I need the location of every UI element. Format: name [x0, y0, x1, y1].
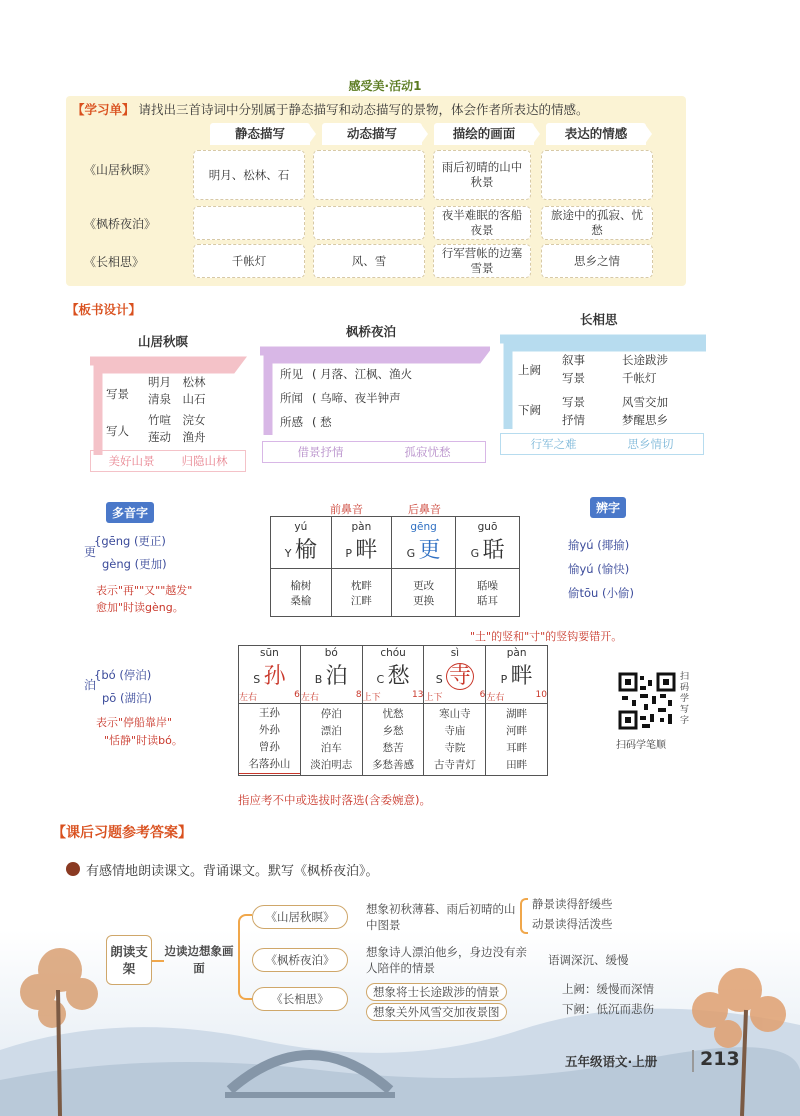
cell-dynamic-3: 风、雪 [313, 244, 425, 278]
pinyin-cell-3 [392, 517, 456, 569]
row-poem-1: 《山居秋暝》 [84, 163, 157, 177]
initial-1: Y [284, 547, 292, 560]
board2-row3-text: ( 愁 [312, 415, 332, 429]
word-1a: 榆树 [290, 579, 312, 592]
char-4: 聒 [482, 538, 505, 563]
header-dynamic: 动态描写 [322, 123, 422, 145]
polyphone-note-4: "恬静"时读bó。 [104, 734, 183, 747]
cell-emotion-2: 旅途中的孤寂、忧愁 [541, 206, 653, 240]
ww-2-3: 泊车 [320, 741, 342, 754]
cell-emotion-1 [541, 150, 653, 200]
ww-5-3: 耳畔 [506, 741, 528, 754]
board2-row1-text: ( 月落、江枫、渔火 [312, 367, 413, 381]
board3-a2: 写景 [562, 371, 585, 385]
ww-3-3: 愁苦 [382, 741, 404, 754]
pinyin-table [270, 516, 520, 617]
initial-2: P [345, 547, 353, 560]
connector [152, 960, 164, 962]
map-root: 朗读支架 [106, 935, 152, 985]
ww-2-2: 漂泊 [320, 724, 342, 737]
strokes-1: 6 [294, 689, 300, 700]
write-pinyin-3: chóu [380, 646, 406, 659]
board2-row1-label: 所见 [280, 367, 303, 381]
qr-bottom-text: 扫码学笔顺 [616, 740, 666, 751]
board-title-1: 山居秋暝 [138, 334, 189, 349]
board3-b3: 风雪交加 [622, 395, 668, 409]
activity-label: 感受美·活动1 [348, 79, 422, 93]
board3-b2: 千帐灯 [622, 371, 657, 385]
book-name: 五年级语文·上册 [565, 1054, 658, 1069]
board3-upper: 上阙 [518, 363, 541, 377]
polyphone-2-b: pō (湖泊) [102, 691, 152, 705]
poem-node-2: 《枫桥夜泊》 [252, 948, 348, 972]
cell-scene-2: 夜半难眠的客船夜景 [433, 206, 531, 240]
board1-line-1: 明月 松林 [148, 375, 206, 389]
write-cell-4 [424, 646, 486, 704]
board1-foot-1: 美好山景 [108, 454, 155, 468]
study-sheet-tag: 【学习单】 [72, 102, 135, 117]
initial-3: G [406, 547, 416, 560]
header-emotion: 表达的情感 [546, 123, 646, 145]
map-mid: 边读边想象画面 [164, 944, 234, 975]
cell-scene-1: 雨后初晴的山中秋景 [433, 150, 531, 200]
board2-row3-value: 愁 [320, 415, 332, 429]
char-1: 榆 [294, 538, 317, 563]
board1-footer [90, 450, 246, 472]
image-3b: 想象关外风雪交加夜景图 [366, 1003, 507, 1021]
qr-side-text: 扫码学写字 [680, 672, 690, 726]
board3-b1: 长途跋涉 [622, 353, 668, 367]
board3-footer [500, 433, 704, 455]
cell-static-1: 明月、松林、石 [193, 150, 305, 200]
write-words-1 [239, 704, 301, 776]
board3-a3: 写景 [562, 395, 585, 409]
ww-1-2: 外孙 [258, 724, 280, 736]
cell-dynamic-2 [313, 206, 425, 240]
words-2 [331, 569, 391, 617]
cell-emotion-3: 思乡之情 [541, 244, 653, 278]
study-sheet-instruction [72, 100, 589, 118]
instruction-text: 请找出三首诗词中分别属于静态描写和动态描写的景物，体会作者所表达的情感。 [138, 102, 589, 117]
word-1b: 桑榆 [290, 594, 312, 607]
ww-4-4: 古寺青灯 [433, 758, 476, 771]
word-2a: 枕畔 [350, 579, 372, 592]
board2-foot-1: 借景抒情 [297, 445, 344, 459]
row-poem-2: 《枫桥夜泊》 [84, 217, 157, 231]
write-char-4: 寺 [446, 663, 474, 690]
board2-foot-2: 孤寂忧愁 [404, 445, 451, 459]
write-initial-5: P [500, 672, 508, 686]
write-pinyin-5: pàn [506, 646, 527, 659]
image-2: 想象诗人漂泊他乡，身边没有亲人陪伴的情景 [366, 945, 527, 975]
read-1a: 静景读得舒缓些 [532, 897, 613, 911]
answers-tag: 【课后习题参考答案】 [52, 825, 192, 841]
write-pinyin-4: sì [450, 646, 460, 659]
word-4a: 聒噪 [477, 579, 499, 592]
board-title-2: 枫桥夜泊 [346, 324, 397, 339]
page-number: 213 [700, 1048, 740, 1070]
polyphone-1-b: gèng (更加) [102, 557, 167, 571]
pinyin-2: pàn [351, 521, 372, 533]
question-1: 有感情地朗读课文。背诵课文。默写《枫桥夜泊》。 [86, 864, 379, 879]
qr-code-icon[interactable] [618, 672, 676, 730]
ww-1-4: 名落孙山 [239, 756, 300, 774]
pinyin-cell-4 [456, 517, 520, 569]
polyphone-char-2: 泊 [84, 678, 97, 692]
struct-3: 上下 [362, 692, 381, 703]
ww-3-4: 多愁善感 [372, 758, 415, 771]
write-words-2 [300, 704, 362, 776]
write-char-2: 泊 [325, 663, 348, 689]
board-frame-1 [88, 355, 248, 465]
nasal-front: 前鼻音 [330, 503, 363, 516]
write-cell-5 [486, 646, 548, 704]
write-cell-1 [239, 646, 301, 704]
write-char-3: 愁 [387, 663, 410, 689]
board3-lower: 下阙 [518, 403, 541, 417]
read-2: 语调深沉、缓慢 [548, 953, 629, 967]
stroke-note: "土"的竖和"寸"的竖钩要错开。 [470, 630, 623, 643]
writing-table [238, 645, 548, 776]
word-3a: 更改 [413, 579, 435, 592]
word-2b: 江畔 [350, 594, 372, 607]
read-1b: 动景读得活泼些 [532, 917, 613, 931]
write-char-1: 孙 [263, 663, 286, 689]
board2-row3-label: 所感 [280, 415, 303, 429]
ww-5-4: 田畔 [506, 758, 528, 771]
board3-foot-1: 行军之难 [530, 437, 577, 451]
write-words-5 [486, 704, 548, 776]
map-brace [238, 914, 252, 1000]
ww-4-2: 寺庙 [444, 724, 466, 737]
ww-2-4: 淡泊明志 [310, 758, 353, 771]
ww-3-1: 忧愁 [382, 707, 404, 720]
polyphone-2-a: {bó (停泊) [94, 668, 152, 682]
write-initial-3: C [376, 672, 385, 686]
board1-label-people: 写人 [106, 424, 129, 438]
polyphone-note-1: 表示"再""又""越发" [96, 584, 193, 597]
ww-4-3: 寺院 [444, 741, 466, 754]
word-4b: 聒耳 [477, 594, 499, 607]
polyphone-1-a: {gēng (更正) [94, 534, 166, 548]
board2-row2-value: 乌啼、夜半钟声 [320, 391, 401, 405]
polyphone-note-3: 表示"停船靠岸" [96, 716, 173, 729]
write-pinyin-1: sūn [260, 646, 279, 659]
image-1: 想象初秋薄暮、雨后初晴的山中图景 [366, 902, 516, 932]
cell-static-3: 千帐灯 [193, 244, 305, 278]
board1-line-4: 莲动 渔舟 [148, 430, 206, 444]
ww-1-3: 曾孙 [258, 741, 280, 753]
header-static: 静态描写 [210, 123, 310, 145]
polyphone-char-1: 更 [84, 545, 97, 559]
write-words-3 [362, 704, 424, 776]
distinguish-3: 偷tōu (小偷) [568, 586, 634, 600]
pinyin-1: yú [294, 521, 308, 533]
write-cell-3 [362, 646, 424, 704]
cell-scene-3: 行军营帐的边塞雪景 [433, 244, 531, 278]
polyphone-1-a-text: gēng (更正) [101, 534, 166, 548]
struct-5: 左右 [486, 692, 505, 703]
polyphone-tag: 多音字 [106, 502, 154, 523]
write-initial-1: S [253, 672, 261, 686]
idiom-note: 指应考不中或选拔时落选(含委婉意)。 [238, 793, 431, 807]
board1-label-scene: 写景 [106, 387, 129, 401]
ww-1-1: 王孙 [258, 707, 280, 719]
cell-static-2 [193, 206, 305, 240]
struct-1: 左右 [239, 692, 258, 703]
board1-foot-2: 归隐山林 [181, 454, 228, 468]
struct-4: 上下 [424, 692, 443, 703]
ww-2-1: 停泊 [320, 707, 342, 720]
write-char-5: 畔 [510, 663, 533, 689]
struct-2: 左右 [300, 692, 319, 703]
bullet-icon [66, 862, 80, 876]
pinyin-3: gēng [410, 521, 437, 533]
initial-4: G [470, 547, 480, 560]
ww-5-1: 湖畔 [506, 707, 528, 720]
write-initial-2: B [314, 672, 323, 686]
board3-a4: 抒情 [562, 413, 585, 427]
ww-5-2: 河畔 [506, 724, 528, 737]
ww-3-2: 乡愁 [382, 724, 404, 737]
write-initial-4: S [435, 672, 443, 686]
image-3a: 想象将士长途跋涉的情景 [366, 983, 507, 1001]
pinyin-4: guō [477, 521, 498, 533]
polyphone-note-2: 愈加"时读gèng。 [96, 601, 184, 614]
board3-foot-2: 思乡情切 [627, 437, 674, 451]
ww-4-1: 寒山寺 [439, 707, 471, 720]
read-3a: 上阙：缓慢而深情 [562, 982, 654, 996]
board3-b4: 梦醒思乡 [622, 413, 668, 427]
strokes-5: 10 [535, 689, 547, 700]
strokes-2: 8 [355, 689, 362, 700]
board2-row1-value: 月落、江枫、渔火 [320, 367, 413, 381]
word-3b: 更换 [413, 594, 435, 607]
poem-node-3: 《长相思》 [252, 987, 348, 1011]
board-title-3: 长相思 [580, 312, 618, 327]
board-design-tag: 【板书设计】 [66, 302, 142, 317]
pinyin-cell-2 [331, 517, 391, 569]
polyphone-2-a-text: bó (停泊) [101, 668, 152, 682]
distinguish-2: 愉yú (愉快) [568, 562, 630, 576]
write-cell-2 [300, 646, 362, 704]
board2-row2-text: ( 乌啼、夜半钟声 [312, 391, 401, 405]
brace-small [520, 898, 528, 934]
cell-dynamic-1 [313, 150, 425, 200]
words-3 [392, 569, 456, 617]
poem-node-1: 《山居秋暝》 [252, 905, 348, 929]
nasal-back: 后鼻音 [408, 503, 441, 516]
write-pinyin-2: bó [324, 646, 338, 659]
row-poem-3: 《长相思》 [84, 255, 145, 269]
char-2: 畔 [355, 538, 378, 563]
board2-footer [262, 441, 486, 463]
strokes-4: 6 [479, 689, 486, 700]
words-4 [456, 569, 520, 617]
write-words-4 [424, 704, 486, 776]
header-scene: 描绘的画面 [434, 123, 534, 145]
distinguish-1: 揄yú (揶揄) [568, 538, 630, 552]
words-1 [271, 569, 332, 617]
board1-line-3: 竹喧 浣女 [148, 413, 206, 427]
board3-a1: 叙事 [562, 353, 585, 367]
read-3b: 下阙：低沉而悲伤 [562, 1002, 654, 1016]
pinyin-cell-1 [271, 517, 332, 569]
char-3: 更 [418, 538, 441, 563]
distinguish-tag: 辨字 [590, 497, 626, 518]
board2-row2-label: 所闻 [280, 391, 303, 405]
board1-line-2: 清泉 山石 [148, 392, 206, 406]
board-frame-3 [498, 333, 706, 433]
strokes-3: 13 [412, 689, 424, 700]
footer-divider [692, 1050, 694, 1072]
